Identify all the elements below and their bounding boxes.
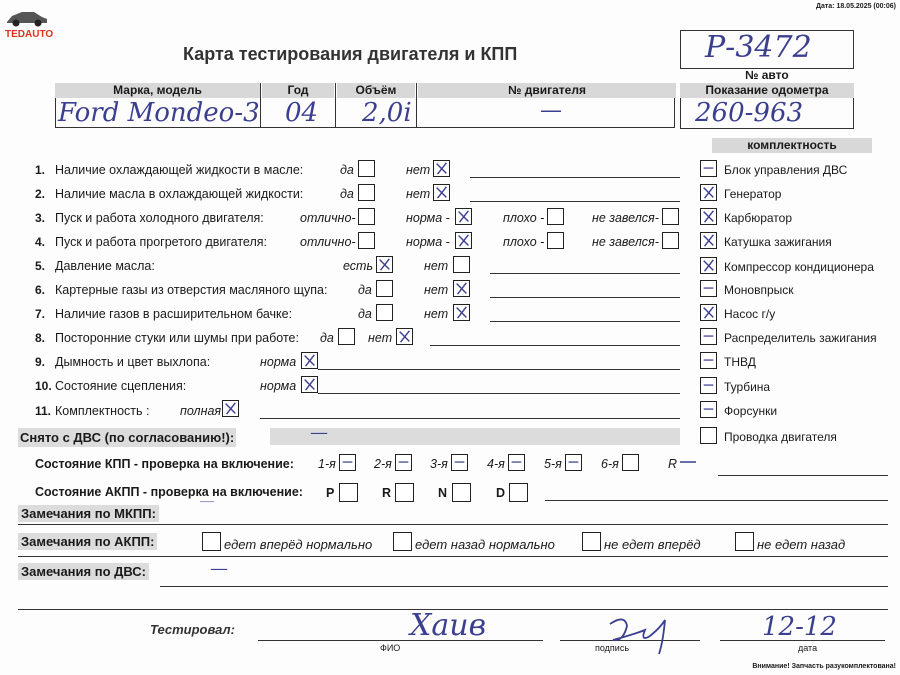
completeness-item: Форсунки bbox=[724, 404, 778, 418]
warning-text: Внимание! Запчасть разукомплектована! bbox=[752, 663, 896, 670]
auto-number-value: Р-3472 bbox=[705, 30, 812, 65]
check-box[interactable] bbox=[453, 280, 470, 297]
date-label: дата bbox=[798, 643, 818, 653]
x-mark-icon bbox=[701, 185, 716, 200]
check-box[interactable] bbox=[453, 304, 470, 321]
dvs-remarks-label: Замечания по ДВС: bbox=[18, 563, 149, 580]
check-box[interactable] bbox=[455, 232, 472, 249]
check-box[interactable] bbox=[547, 232, 564, 249]
make-value: Ford Mondeo-3 bbox=[58, 98, 260, 128]
remark-box[interactable] bbox=[582, 532, 601, 551]
check-label: Комплектность : bbox=[55, 404, 150, 418]
volume-value: 2,0i bbox=[362, 98, 412, 128]
check-box[interactable] bbox=[222, 400, 239, 417]
odometer-value: 260-963 bbox=[695, 98, 804, 128]
kpp-label: Состояние КПП - проверка на включение: bbox=[35, 457, 294, 471]
mode-box[interactable] bbox=[395, 483, 414, 502]
check-label: Картерные газы из отверстия масляного щупа: bbox=[55, 283, 328, 297]
odometer-label: Показание одометра bbox=[680, 83, 854, 98]
engine-number-value: — bbox=[540, 98, 562, 123]
akpp-remarks-label: Замечания по АКПП: bbox=[18, 533, 157, 550]
check-box[interactable] bbox=[338, 328, 355, 345]
x-mark-icon bbox=[454, 305, 469, 320]
x-mark-icon bbox=[302, 353, 317, 368]
check-label: Наличие масла в охлаждающей жидкости: bbox=[55, 187, 304, 201]
gear-box[interactable] bbox=[679, 454, 696, 471]
x-mark-icon bbox=[701, 233, 716, 248]
tested-by-label: Тестировал: bbox=[150, 622, 235, 637]
check-label: Наличие охлаждающей жидкости в масле: bbox=[55, 163, 304, 177]
removed-label: Снято с ДВС (по согласованию!): bbox=[20, 430, 235, 445]
mode-box[interactable] bbox=[452, 483, 471, 502]
gear-box[interactable] bbox=[622, 454, 639, 471]
x-mark-icon bbox=[456, 209, 471, 224]
check-box[interactable] bbox=[396, 328, 413, 345]
check-box[interactable] bbox=[662, 232, 679, 249]
x-mark-icon bbox=[377, 257, 392, 272]
x-mark-icon bbox=[701, 305, 716, 320]
volume-label: Объём bbox=[337, 83, 415, 98]
check-label: Посторонние стуки или шумы при работе: bbox=[55, 331, 299, 345]
x-mark-icon bbox=[434, 161, 449, 176]
check-label: Пуск и работа прогретого двигателя: bbox=[55, 235, 267, 249]
dvs-remarks-value: — bbox=[210, 558, 228, 579]
gear-box[interactable] bbox=[565, 454, 582, 471]
akpp-label: Состояние АКПП - проверка на включение: bbox=[35, 485, 303, 499]
check-box[interactable] bbox=[433, 160, 450, 177]
engine-number-label: № двигателя bbox=[418, 83, 676, 98]
check-label: Дымность и цвет выхлопа: bbox=[55, 355, 211, 369]
completeness-item: Турбина bbox=[724, 380, 771, 394]
check-label: Состояние сцепления: bbox=[55, 379, 187, 393]
remark-box[interactable] bbox=[735, 532, 754, 551]
year-label: Год bbox=[262, 83, 334, 98]
tester-name: Хаив bbox=[410, 608, 487, 643]
completeness-item: Насос г/у bbox=[724, 307, 776, 321]
check-box[interactable] bbox=[358, 184, 375, 201]
x-mark-icon bbox=[454, 281, 469, 296]
check-box[interactable] bbox=[301, 352, 318, 369]
x-mark-icon bbox=[223, 401, 238, 416]
gear-box[interactable] bbox=[395, 454, 412, 471]
year-value: 04 bbox=[285, 98, 319, 128]
fio-label: ФИО bbox=[380, 643, 401, 653]
x-mark-icon bbox=[397, 329, 412, 344]
car-logo-icon bbox=[4, 6, 50, 28]
completeness-item: Проводка двигателя bbox=[724, 430, 837, 444]
completeness-item: ТНВД bbox=[724, 355, 756, 369]
removed-value: — bbox=[310, 422, 328, 443]
check-box[interactable] bbox=[376, 280, 393, 297]
mode-box[interactable] bbox=[339, 483, 358, 502]
check-box[interactable] bbox=[358, 160, 375, 177]
check-box[interactable] bbox=[376, 304, 393, 321]
check-label: Наличие газов в расширительном бачке: bbox=[55, 307, 293, 321]
mkpp-remarks-label: Замечания по МКПП: bbox=[18, 505, 159, 522]
check-box[interactable] bbox=[376, 256, 393, 273]
check-box[interactable] bbox=[433, 184, 450, 201]
completeness-item: Моновпрыск bbox=[724, 283, 794, 297]
gear-box[interactable] bbox=[508, 454, 525, 471]
logo bbox=[2, 2, 54, 42]
completeness-item: Распределитель зажигания bbox=[724, 331, 877, 345]
x-mark-icon bbox=[456, 233, 471, 248]
remark-box[interactable] bbox=[202, 532, 221, 551]
check-box[interactable] bbox=[662, 208, 679, 225]
completeness-item: Компрессор кондиционера bbox=[724, 260, 874, 274]
page-title: Карта тестирования двигателя и КПП bbox=[183, 44, 518, 64]
completeness-item: Генератор bbox=[724, 187, 782, 201]
completeness-item: Блок управления ДВС bbox=[724, 163, 848, 177]
check-box[interactable] bbox=[453, 256, 470, 273]
print-date: Дата: 18.05.2025 (00:06) bbox=[815, 3, 896, 10]
gear-box[interactable] bbox=[339, 454, 356, 471]
x-mark-icon bbox=[701, 209, 716, 224]
auto-number-label: № авто bbox=[745, 68, 789, 82]
logo-text: TEDAUTO bbox=[5, 29, 54, 40]
check-label: Пуск и работа холодного двигателя: bbox=[55, 211, 264, 225]
make-label: Марка, модель bbox=[55, 83, 260, 98]
check-box[interactable] bbox=[358, 232, 375, 249]
completeness-item: Карбюратор bbox=[724, 211, 793, 225]
x-mark-icon bbox=[302, 377, 317, 392]
completeness-item: Катушка зажигания bbox=[724, 235, 832, 249]
x-mark-icon bbox=[701, 258, 716, 273]
test-date: 12-12 bbox=[762, 612, 837, 642]
check-box[interactable] bbox=[547, 208, 564, 225]
mode-box[interactable] bbox=[509, 483, 528, 502]
x-mark-icon bbox=[434, 185, 449, 200]
check-box[interactable] bbox=[301, 376, 318, 393]
check-box[interactable] bbox=[358, 208, 375, 225]
completeness-header: комплектность bbox=[712, 138, 872, 153]
signature-label: подпись bbox=[595, 643, 630, 653]
check-box[interactable] bbox=[455, 208, 472, 225]
remark-box[interactable] bbox=[393, 532, 412, 551]
check-label: Давление масла: bbox=[55, 259, 155, 273]
gear-box[interactable] bbox=[451, 454, 468, 471]
